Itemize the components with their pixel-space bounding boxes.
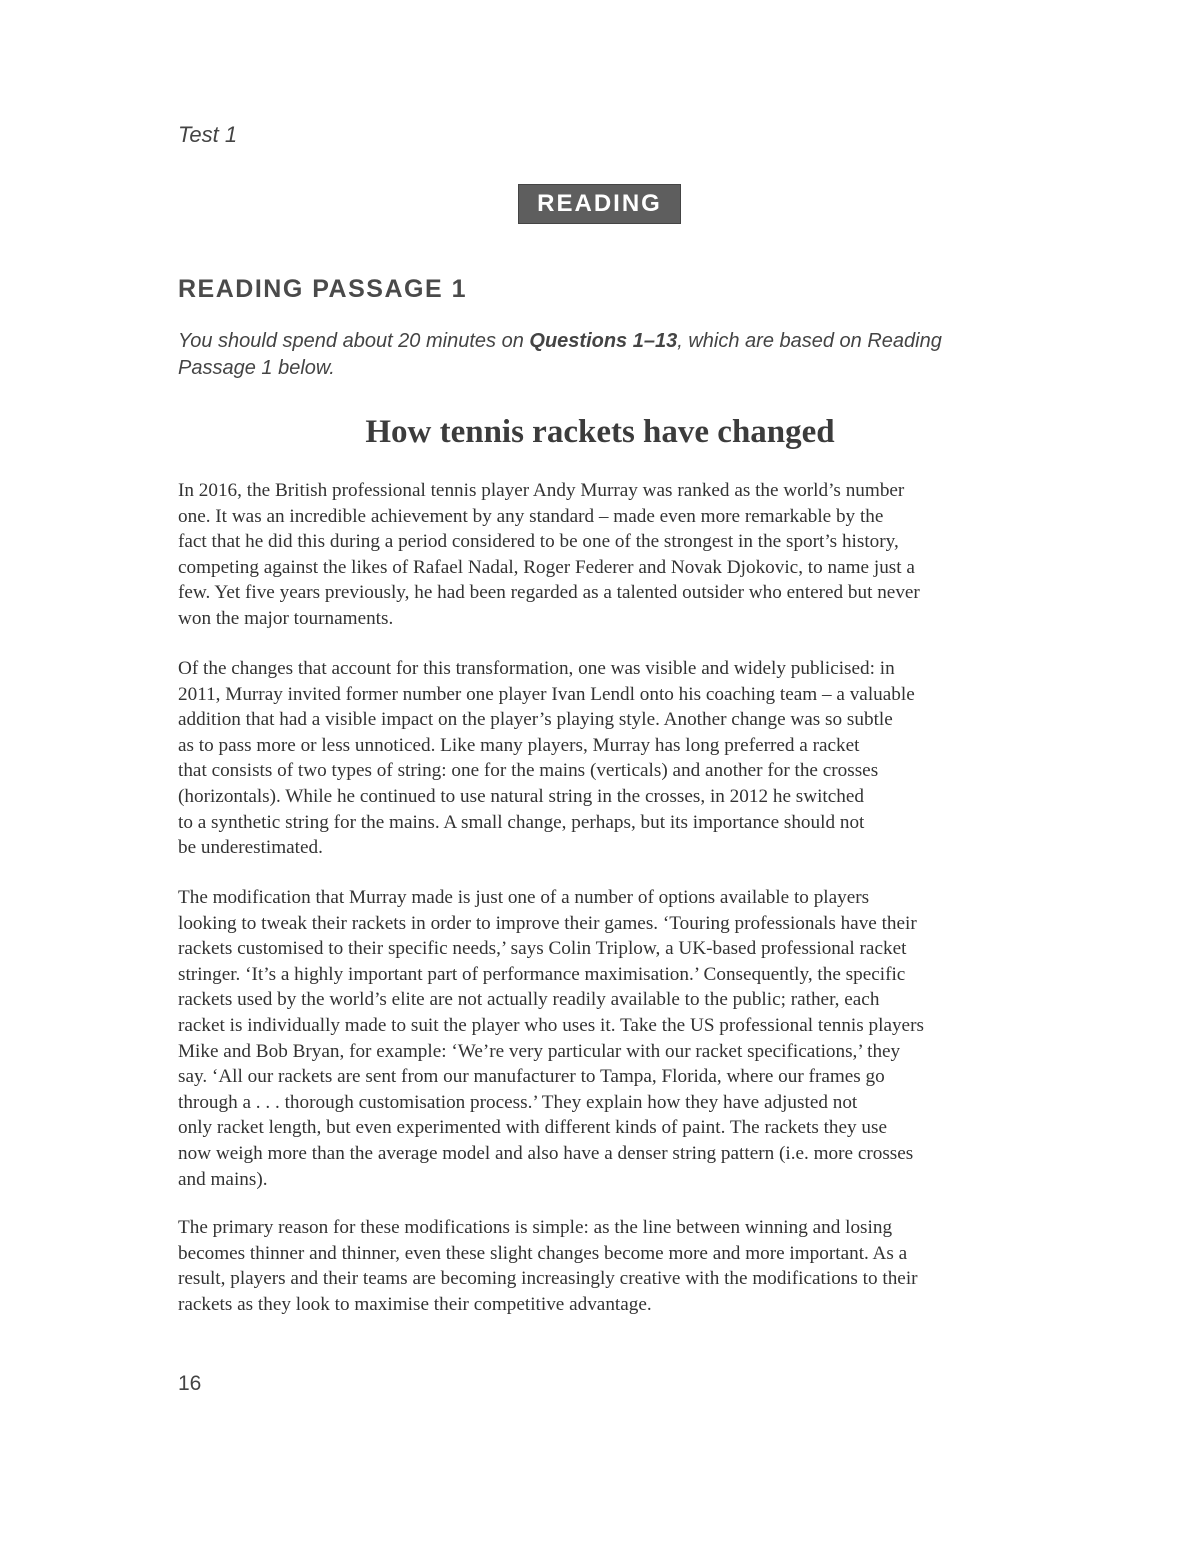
paragraph-line: through a . . . thorough customisation process.’ They explain how they have adjusted not	[178, 1091, 858, 1113]
section-banner	[518, 184, 681, 224]
paragraph-line: be underestimated.	[178, 837, 323, 859]
paragraph-line: as to pass more or less unnoticed. Like many players, Murray has long preferred a racket	[178, 734, 860, 756]
section-banner-label: READING	[537, 190, 662, 217]
instructions	[178, 328, 1018, 382]
paragraph-line: In 2016, the British professional tennis player Andy Murray was ranked as the world’s number	[178, 480, 905, 501]
paragraph-line: to a synthetic string for the mains. A small change, perhaps, but its importance should not	[178, 811, 865, 833]
paragraph-line: now weigh more than the average model and also have a denser string pattern (i.e. more crosses	[178, 1142, 914, 1164]
paragraph-line: one. It was an incredible achievement by any standard – made even more remarkable by the	[178, 505, 884, 527]
paragraph-line: result, players and their teams are becoming increasingly creative with the modifications to their	[178, 1268, 918, 1290]
paragraph-line: 2011, Murray invited former number one player Ivan Lendl onto his coaching team – a valuable	[178, 683, 915, 705]
paragraph-line: say. ‘All our rackets are sent from our manufacturer to Tampa, Florida, where our frames go	[178, 1066, 885, 1088]
passage-heading: READING PASSAGE 1	[178, 275, 467, 303]
paragraph-line: that consists of two types of string: one for the mains (verticals) and another for the crosses	[178, 760, 879, 782]
paragraph-line: (horizontals). While he continued to use natural string in the crosses, in 2012 he switched	[178, 785, 864, 807]
paragraph-line: fact that he did this during a period considered to be one of the strongest in the sport’s history,	[178, 531, 899, 553]
paragraph-line: won the major tournaments.	[178, 607, 394, 629]
paragraph-line: and mains).	[178, 1168, 268, 1190]
paragraph-2	[178, 656, 915, 861]
instructions-text-start: You should spend about 20 minutes on	[178, 330, 530, 352]
test-label: Test 1	[178, 122, 238, 147]
paragraph-line: rackets customised to their specific needs,’ says Colin Triplow, a UK-based professional racket	[178, 938, 907, 960]
paragraph-3	[178, 885, 924, 1192]
instructions-questions-range: Questions 1–13	[529, 330, 678, 352]
paragraph-line: stringer. ‘It’s a highly important part of performance maximisation.’ Consequently, the specific	[178, 963, 906, 985]
paragraph-line: Of the changes that account for this transformation, one was visible and widely publicised: in	[178, 658, 895, 679]
paragraph-line: few. Yet five years previously, he had been regarded as a talented outsider who entered but never	[178, 582, 920, 604]
paragraph-line: becomes thinner and thinner, even these slight changes become more and more important. As a	[178, 1242, 908, 1264]
paragraph-1	[178, 478, 920, 632]
paragraph-line: looking to tweak their rackets in order to improve their games. ‘Touring professionals have their	[178, 912, 917, 934]
instructions-text-end: , which are based on Reading	[677, 330, 942, 352]
paragraph-line: only racket length, but even experimented with different kinds of paint. The rackets they use	[178, 1117, 888, 1139]
page-number: 16	[178, 1372, 202, 1395]
paragraph-line: addition that had a visible impact on the player’s playing style. Another change was so subtle	[178, 709, 893, 731]
instructions-text-line2: Passage 1 below.	[178, 357, 335, 379]
paragraph-line: Mike and Bob Bryan, for example: ‘We’re very particular with our racket specifications,’ they	[178, 1040, 901, 1062]
paragraph-line: competing against the likes of Rafael Nadal, Roger Federer and Novak Djokovic, to name just a	[178, 556, 915, 578]
paragraph-4	[178, 1215, 918, 1317]
paragraph-line: The primary reason for these modifications is simple: as the line between winning and losing	[178, 1217, 893, 1238]
paragraph-line: racket is individually made to suit the player who uses it. Take the US professional tennis players	[178, 1014, 924, 1036]
paragraph-line: rackets used by the world’s elite are not actually readily available to the public; rather, each	[178, 989, 880, 1011]
article-title: How tennis rackets have changed	[365, 414, 835, 450]
paragraph-line: The modification that Murray made is just one of a number of options available to players	[178, 887, 870, 908]
paragraph-line: rackets as they look to maximise their competitive advantage.	[178, 1293, 652, 1315]
